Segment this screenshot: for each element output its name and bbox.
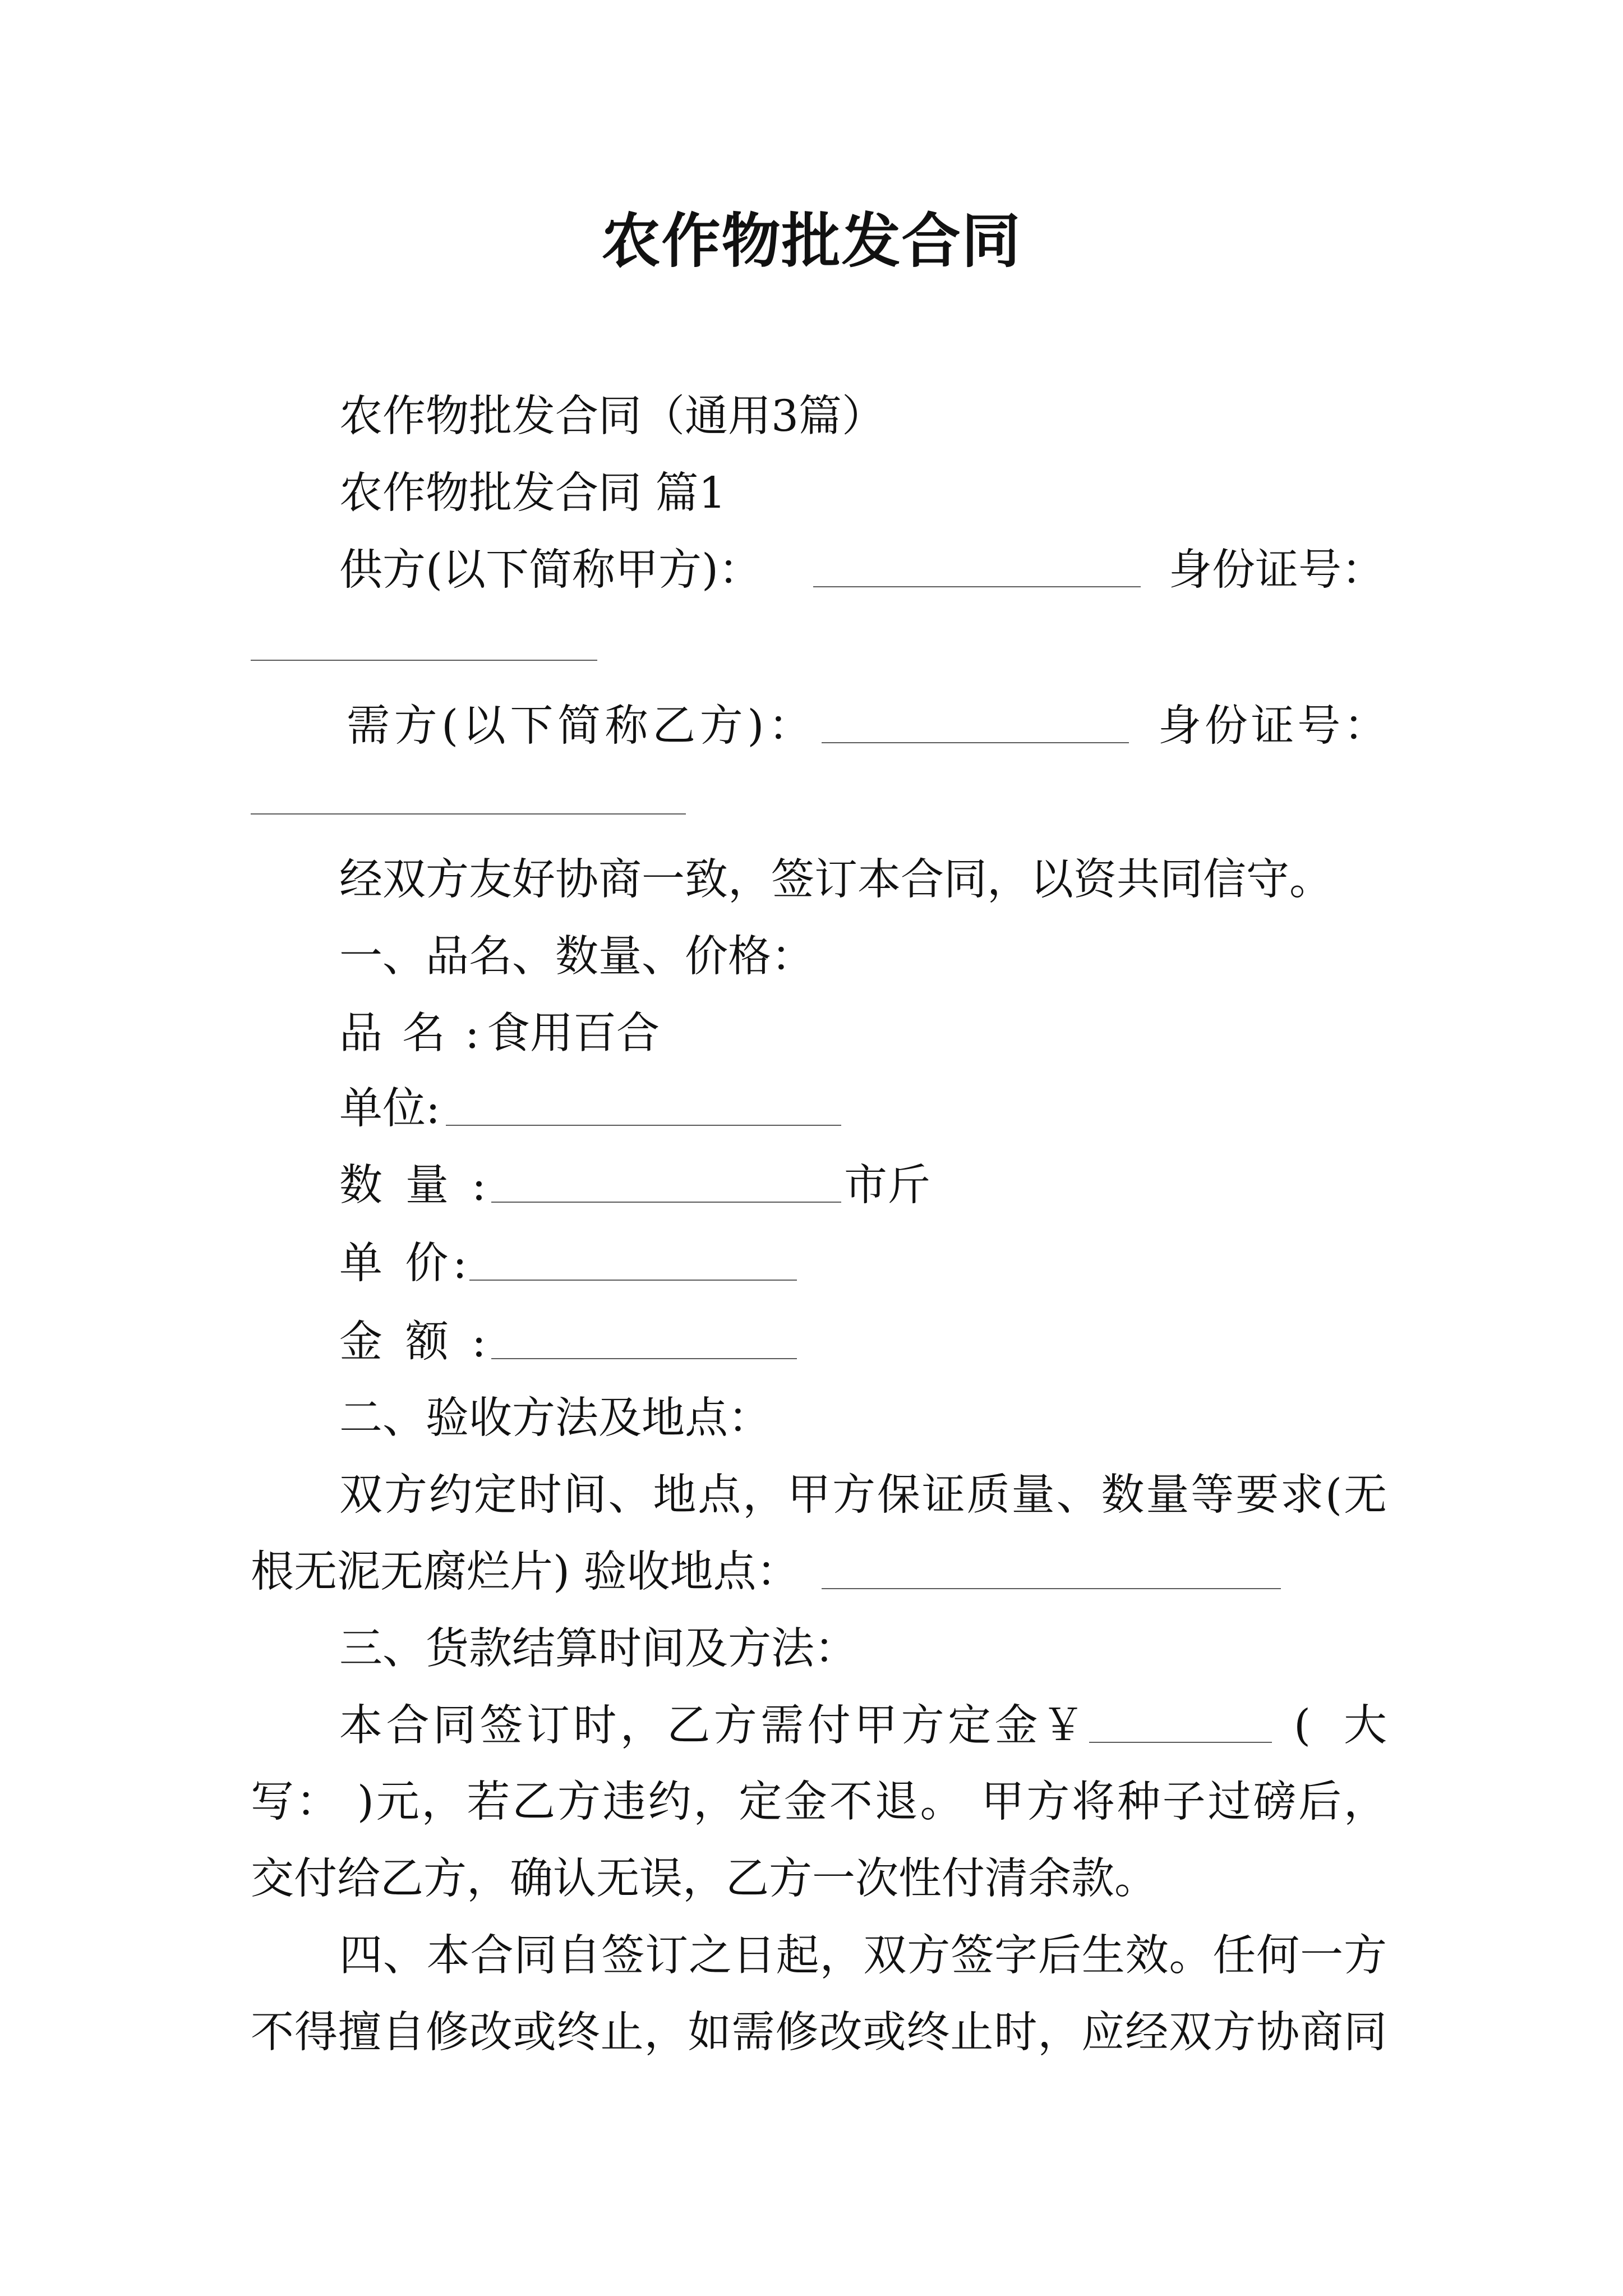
buyer-line xyxy=(0,688,1623,765)
clause4-text-1: 四、本合同自签订之日起，双方签字后生效。任何一方 xyxy=(339,1931,1387,1981)
clause4-text-2: 不得擅自修改或终止，如需修改或终止时，应经双方协商同 xyxy=(251,2008,1387,2058)
part-title: 农作物批发合同 篇1 xyxy=(339,468,726,518)
clause3-text-2: 写： )元，若乙方违约，定金不退。 甲方将种子过磅后， xyxy=(251,1777,1387,1827)
collection-title: 农作物批发合同（通用3篇） xyxy=(339,392,885,441)
clause4-line2 xyxy=(0,1994,1623,2071)
quantity-line xyxy=(0,1147,1623,1224)
buyer-label: 需方(以下简称乙方)： xyxy=(347,701,811,751)
buyer-id-blank xyxy=(251,813,686,815)
unit-line xyxy=(0,1070,1623,1147)
clause1-heading: 一、品名、数量、价格： xyxy=(339,932,814,982)
clause2-heading-line xyxy=(0,1380,1623,1457)
unit-price-label: 单 价: xyxy=(339,1239,467,1289)
clause3-line3 xyxy=(0,1841,1623,1917)
clause2-line1 xyxy=(0,1457,1623,1534)
amount-line xyxy=(0,1304,1623,1381)
document-title: 农作物批发合同 xyxy=(601,206,1022,275)
amount-label: 金 额 : xyxy=(339,1317,486,1367)
clause3-heading-line xyxy=(0,1611,1623,1687)
deposit-amount-blank xyxy=(1089,1742,1272,1743)
clause3-heading: 三、货款结算时间及方法： xyxy=(339,1624,857,1674)
quantity-unit: 市斤 xyxy=(844,1161,930,1211)
supplier-name-blank xyxy=(813,586,1141,587)
clause2-heading: 二、验收方法及地点： xyxy=(339,1393,771,1443)
clause2-text-1: 双方约定时间、地点，甲方保证质量、数量等要求(无 xyxy=(339,1470,1387,1520)
supplier-id-blank xyxy=(251,660,597,661)
unit-price-line xyxy=(0,1225,1623,1302)
buyer-name-blank xyxy=(822,742,1129,743)
unit-label: 单位: xyxy=(339,1084,440,1134)
clause3-text-1-tail: ( 大 xyxy=(1294,1701,1387,1751)
clause2-text-2: 根无泥无腐烂片) 验收地点： xyxy=(251,1547,800,1597)
preamble-text: 经双方友好协商一致，签订本合同，以资共同信守。 xyxy=(339,855,1332,905)
buyer-id-label: 身份证号： xyxy=(1158,701,1387,751)
unit-price-blank xyxy=(469,1280,797,1281)
clause3-text-3: 交付给乙方，确认无误，乙方一次性付清余款。 xyxy=(251,1854,1158,1904)
preamble-line xyxy=(0,841,1623,918)
acceptance-location-blank xyxy=(822,1588,1281,1589)
clause3-line2 xyxy=(0,1764,1623,1841)
quantity-label: 数 量 : xyxy=(339,1161,486,1211)
supplier-id-label: 身份证号： xyxy=(1169,545,1385,595)
collection-title-line xyxy=(0,378,1623,455)
supplier-line xyxy=(0,532,1623,609)
clause3-line1 xyxy=(0,1687,1623,1764)
product-name-line xyxy=(0,995,1623,1072)
amount-blank xyxy=(491,1358,797,1359)
clause3-text-1: 本合同签订时，乙方需付甲方定金￥ xyxy=(339,1701,1085,1751)
clause2-line2 xyxy=(0,1534,1623,1611)
unit-blank xyxy=(446,1125,841,1126)
product-name-label: 品 名 : xyxy=(339,1009,479,1059)
product-name-value: 食用百合 xyxy=(487,1009,660,1059)
quantity-blank xyxy=(491,1202,841,1203)
part-title-line xyxy=(0,455,1623,532)
clause1-heading-line xyxy=(0,918,1623,995)
supplier-label: 供方(以下简称甲方)： xyxy=(339,545,762,595)
clause4-line1 xyxy=(0,1917,1623,1994)
